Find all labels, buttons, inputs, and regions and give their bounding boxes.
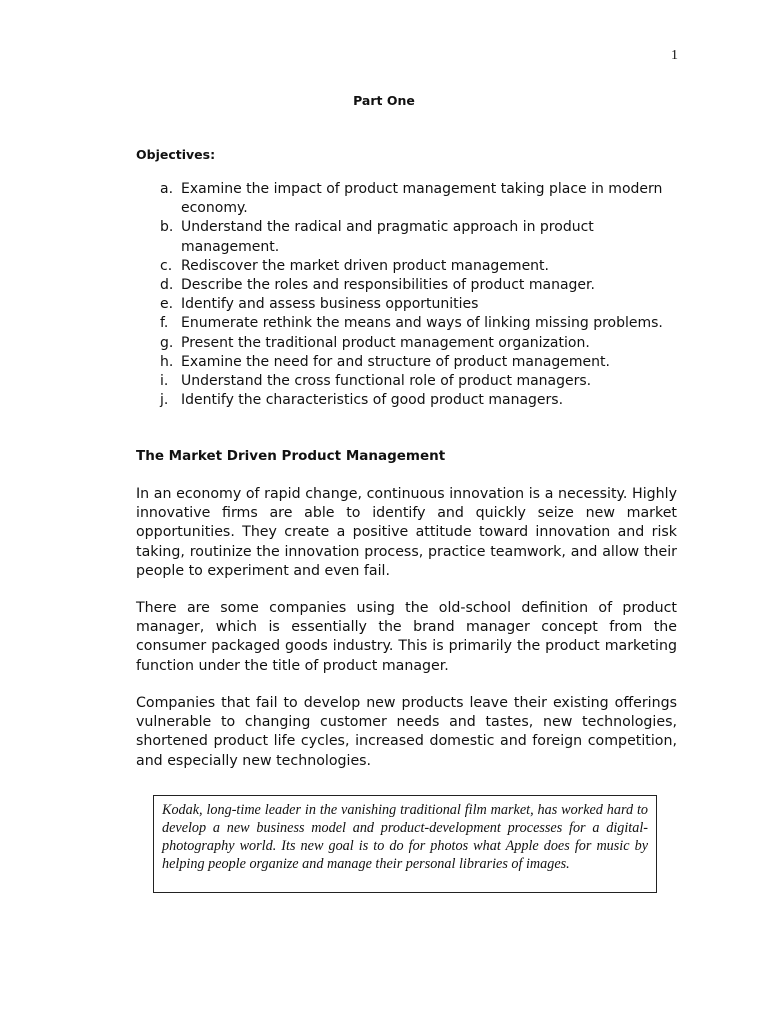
objectives-list	[136, 180, 696, 410]
objective-item	[136, 372, 696, 391]
objective-text: Present the traditional product management organization.	[181, 334, 590, 351]
body-paragraph: There are some companies using the old-school definition of product manager, which is essentially the brand manager concept from the consumer packaged goods industry. This is primarily the product marketing function under the title of product manager.	[136, 600, 677, 674]
part-title: Part One	[353, 93, 415, 108]
objective-item	[136, 391, 696, 410]
objective-item	[136, 276, 696, 295]
objective-text: Examine the need for and structure of product management.	[181, 353, 610, 370]
objective-text: Examine the impact of product management taking place in modern economy.	[181, 181, 663, 217]
objective-text: Identify the characteristics of good product managers.	[181, 392, 564, 409]
objective-text: Rediscover the market driven product management.	[181, 257, 549, 274]
objective-marker: e.	[160, 296, 174, 313]
objective-item	[136, 353, 696, 372]
objective-item	[136, 218, 696, 256]
objective-text: Describe the roles and responsibilities of product manager.	[181, 277, 595, 294]
objective-marker: d.	[160, 277, 174, 294]
objective-marker: f.	[160, 315, 169, 332]
objective-marker: i.	[160, 373, 169, 390]
objective-text: Identify and assess business opportunities	[181, 296, 479, 313]
objective-text: Understand the cross functional role of product managers.	[181, 373, 592, 390]
objective-item	[136, 314, 696, 333]
objective-item	[136, 295, 696, 314]
page-number: 1	[671, 48, 678, 63]
objective-marker: c.	[160, 257, 173, 274]
objective-marker: j.	[160, 392, 169, 409]
objectives-heading: Objectives:	[136, 147, 216, 162]
section-heading: The Market Driven Product Management	[136, 448, 446, 464]
objective-item	[136, 334, 696, 353]
objective-marker: a.	[160, 181, 174, 197]
objective-item	[136, 180, 696, 218]
objective-text: Understand the radical and pragmatic approach in product management.	[181, 219, 594, 255]
callout-text: Kodak, long-time leader in the vanishing traditional film market, has worked hard to develop a new business model and product-development processes for a digital-photography world. Its new goal is to do for photos what Apple does for music by helping people organize and manage their personal libraries of images.	[162, 802, 648, 872]
body-paragraph: In an economy of rapid change, continuous innovation is a necessity. Highly innovative firms are able to identify and quickly seize new market opportunities. They create a positive attitude toward innovation and risk taking, routinize the innovation process, practice teamwork, and allow their people to experiment and even fail.	[136, 486, 677, 579]
objective-marker: g.	[160, 334, 174, 351]
objective-marker: h.	[160, 353, 174, 370]
objective-marker: b.	[160, 219, 174, 236]
body-paragraph: Companies that fail to develop new products leave their existing offerings vulnerable to changing customer needs and tastes, new technologies, shortened product life cycles, increased domestic and foreign competition, and especially new technologies.	[136, 695, 677, 769]
callout-box	[153, 795, 657, 893]
objective-text: Enumerate rethink the means and ways of linking missing problems.	[181, 315, 663, 332]
objective-item	[136, 257, 696, 276]
